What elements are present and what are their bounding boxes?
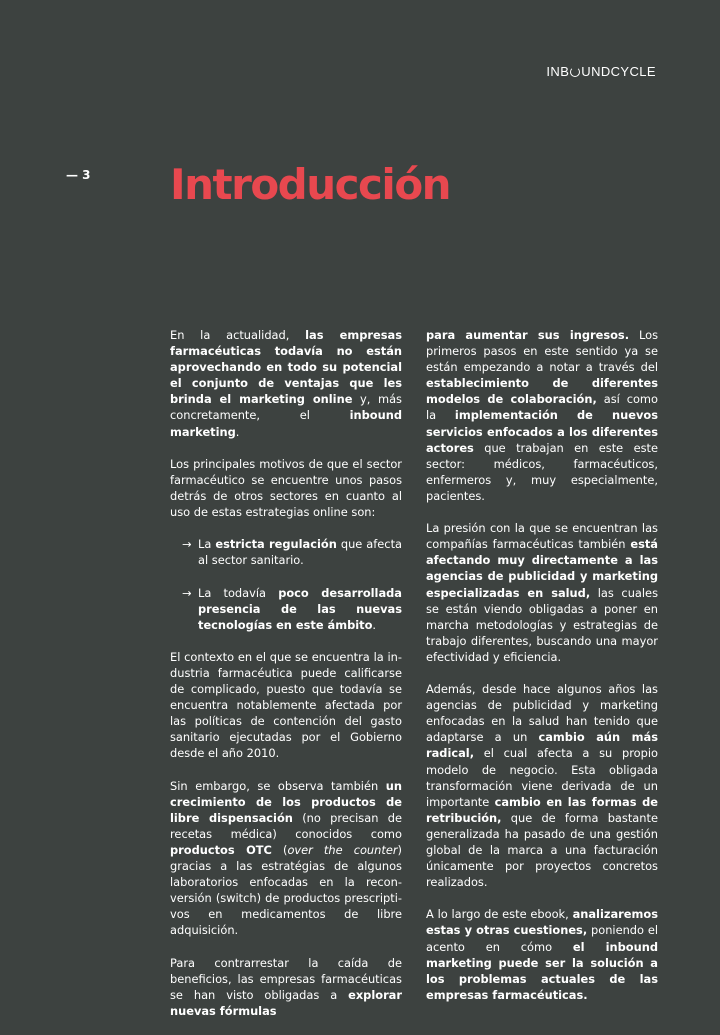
text-run: Además, desde hace algunos años las agencias de publicidad y marketing enfocadas en la salud han tenido que adaptarse a un [426,682,658,745]
text-run: que trabajan en este este sector: médicos, farmacéuticos, enfermeros y, muy especialmente, pacientes. [426,440,658,503]
bold-text: poco desarrollada presencia de las nuevas tecnologías en este ámbito [198,585,402,632]
italic-text: over the counter [287,843,398,857]
text-run: ( [271,843,288,857]
text-run: La todavía [198,585,279,600]
bold-text: inbound marketing [170,408,402,439]
text-run: La [198,537,216,552]
income-paragraph [426,327,658,504]
bold-text: productos OTC [170,843,272,857]
text-run: y, más concretamente, el [170,392,402,423]
left-column [170,327,402,1035]
reasons-list [170,536,402,633]
inboundcycle-logo [546,64,656,79]
logo-text-end: UNDCYCLE [581,64,656,79]
text-run: el cual afecta a su propio modelo de negocio. Esta obligada transformación viene derivada de un importante [426,746,658,809]
logo-o-icon [570,67,580,77]
bold-text: las empresas farmacéuticas todavía no están aprovechando en todo su potencial el conjunto de ventajas que les brinda el marketing online [170,328,402,407]
ebook-paragraph [426,906,658,1003]
text-run: las cuales se están viendo obligadas a poner en marcha metodologías y estrategias de trabajo diferentes, buscando una mayor efectividad y eficiencia. [426,585,658,664]
page-number: — 3 [66,168,91,182]
logo-text-start: INB [546,64,570,79]
text-run: La presión con la que se encuentran las compañías farmacéuticas también [426,521,658,552]
otc-paragraph [170,778,402,939]
text-run: . [372,617,377,632]
list-item [182,585,402,633]
text-run: que afecta al sector sanitario. [198,537,403,568]
right-column [426,327,658,1019]
text-run: poniendo el acento en cómo [426,923,658,954]
text-run: A lo largo de este ebook, [426,907,573,922]
reasons-paragraph: Los principales motivos de que el sector farmacéutico se encuentre unos pasos detrás de otros sectores en cuanto al uso de estas estrategias online son: [170,456,402,520]
text-run: Los primeros pasos en este sentido ya se están empezando a notar a través del [426,328,659,375]
list-item [182,536,403,568]
context-paragraph: El contexto en el que se encuentra la industria farmacéutica puede calificarse de complicado, puesto que todavía se encuentra notablemente afectada por las políticas de contención del gasto sanitario ejecutadas por el Gobierno desde el año 2010. [170,649,402,761]
bold-text: está afectando muy directamente a las agencias de publicidad y marketing especializadas en salud, [426,537,658,600]
arrow-right-icon: → [182,585,192,600]
bold-text: explorar nuevas fórmulas [170,987,402,1018]
text-run: Para contrarrestar la caída de beneficios, las empresas farmacéuticas se han visto obligadas a [170,955,402,1002]
text-run: En la actualidad, [170,328,306,342]
bold-text: implementación de nuevos servicios enfocados a los diferentes actores [426,408,658,455]
bold-text: establecimiento de diferentes modelos de colaboración, [426,376,658,407]
text-run: Sin embargo, se observa también [170,778,386,793]
arrow-right-icon: → [182,537,192,552]
text-run: ) gracias a las estratégias de algunos laboratorios enfocadas en la reconversión (switch) de productos prescriptivos en medicamentos de libre adquisición. [170,843,402,938]
bold-text: analizaremos estas y otras cuestiones, [426,907,658,938]
text-run: que de forma bastante generalizada ha pasado de una gestión global de la marca a una facturación únicamente por proyectos concretos realizados. [426,810,658,890]
bold-text: para aumentar sus ingresos. [426,328,630,342]
bold-text: el inbound marketing puede ser la solución a los problemas actuales de las empresas farmacéuticas. [426,939,658,1002]
pressure-paragraph [426,520,658,665]
bold-text: cambio aún más radical, [426,730,658,761]
bold-text: cambio en las formas de retribución, [426,794,659,825]
bold-text: un crecimiento de los productos de libre dispensación [170,778,402,825]
intro-paragraph [170,327,402,440]
agencies-paragraph [426,681,658,890]
benefits-paragraph [170,955,402,1019]
text-run: así como la [426,392,659,423]
bold-text: estricta regulación [215,537,337,552]
text-run: (no precisan de recetas médica) conocidos como [170,810,402,841]
text-run: . [235,424,240,439]
page-title: Introducción [170,160,451,209]
